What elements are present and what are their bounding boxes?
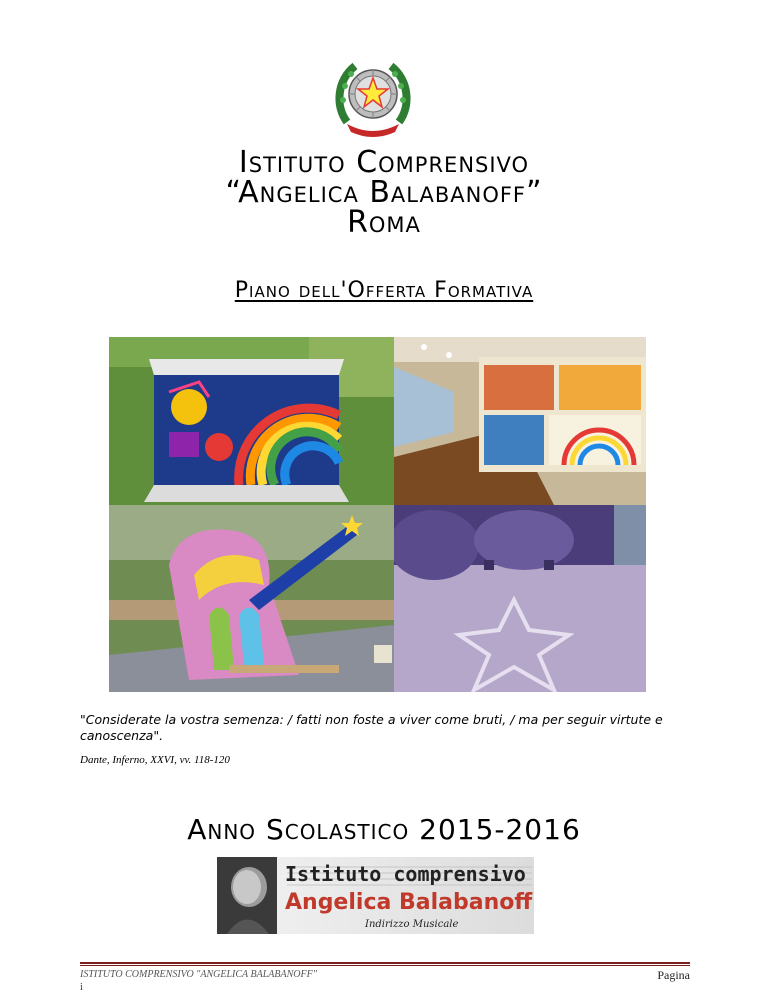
footer-page-number: i bbox=[80, 982, 83, 993]
logo-line-1: Istituto comprensivo bbox=[285, 862, 526, 886]
quote-source: Dante, Inferno, XXVI, vv. 118-120 bbox=[80, 754, 230, 766]
school-name-line-2: “Angelica Balabanoff” bbox=[225, 175, 543, 210]
footer-rule-thin bbox=[80, 965, 690, 966]
footer-school-name: ISTITUTO COMPRENSIVO "ANGELICA BALABANOFF" bbox=[80, 969, 317, 980]
footer-page-label: Pagina bbox=[657, 968, 690, 982]
school-logo bbox=[217, 857, 534, 934]
italian-republic-emblem-icon bbox=[333, 56, 413, 138]
footer-rule bbox=[80, 962, 690, 964]
park-star-photo bbox=[394, 505, 646, 692]
sundial-sculpture-photo bbox=[109, 505, 394, 692]
school-year-heading: Anno Scolastico 2015-2016 bbox=[187, 813, 581, 846]
school-city: Roma bbox=[347, 205, 421, 240]
logo-line-3: Indirizzo Musicale bbox=[365, 919, 459, 930]
document-subtitle: Piano dell'Offerta Formativa bbox=[234, 278, 534, 303]
school-name-line-1: Istituto Comprensivo bbox=[238, 145, 530, 180]
corridor-murals-photo bbox=[394, 337, 646, 505]
photo-collage bbox=[109, 337, 646, 692]
logo-line-2: Angelica Balabanoff bbox=[285, 890, 533, 915]
painted-cabinet-photo bbox=[109, 337, 394, 505]
dante-quote: "Considerate la vostra semenza: / fatti non foste a viver come bruti, / ma per seguir virtute e canoscenza". bbox=[80, 712, 663, 743]
